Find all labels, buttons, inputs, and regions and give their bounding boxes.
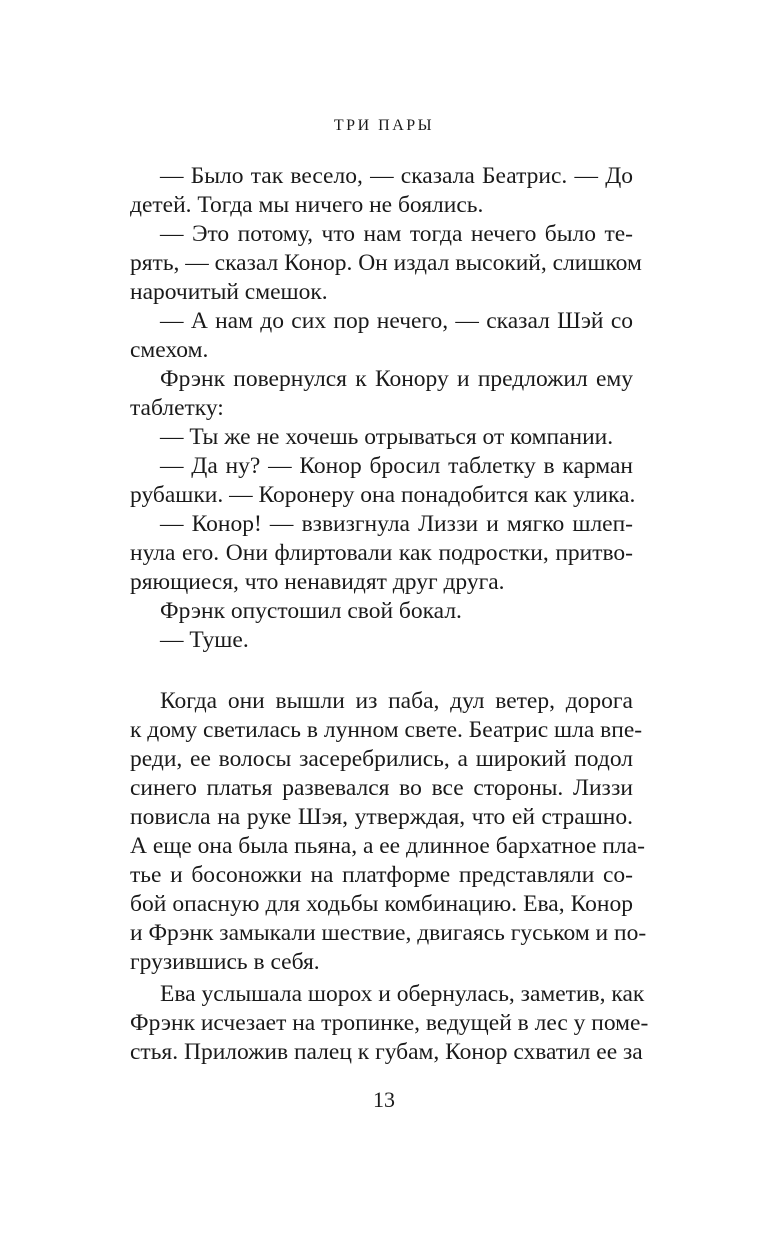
text-line: — Конор! — взвизгнула Лиззи и мягко шлеп- — [160, 511, 633, 537]
text-line: детей. Тогда мы ничего не боялись. — [130, 192, 484, 218]
text-line: синего платья развевался во все стороны. Лиззи — [130, 775, 633, 801]
text-line: Ева услышала шорох и обернулась, заметив, как — [160, 981, 645, 1007]
text-line: — А нам до сих пор нечего, — сказал Шэй со — [160, 308, 633, 334]
text-line: и Фрэнк замыкали шествие, двигаясь гуськом и по- — [130, 920, 647, 946]
text-line: стья. Приложив палец к губам, Конор схватил ее за — [130, 1039, 643, 1065]
text-line: смехом. — [130, 337, 209, 363]
text-line: ряющиеся, что ненавидят друг друга. — [130, 569, 505, 595]
text-line: рять, — сказал Конор. Он издал высокий, слишком — [130, 250, 642, 276]
text-line: грузившись в себя. — [130, 949, 320, 975]
text-line: к дому светилась в лунном свете. Беатрис шла впе- — [130, 717, 643, 743]
text-line: таблетку: — [130, 395, 224, 421]
text-line: Фрэнк исчезает на тропинке, ведущей в лес у поме- — [130, 1010, 649, 1036]
text-line: повисла на руке Шэя, утверждая, что ей страшно. — [130, 804, 633, 830]
running-title: ТРИ ПАРЫ — [333, 117, 435, 134]
text-line: Когда они вышли из паба, дул ветер, дорога — [160, 688, 633, 714]
text-line: нарочитый смешок. — [130, 279, 328, 305]
text-line: тье и босоножки на платформе представляли со- — [130, 862, 633, 888]
text-line: Фрэнк повернулся к Конору и предложил ему — [160, 366, 633, 392]
text-line: реди, ее волосы засеребрились, а широкий подол — [130, 746, 633, 772]
text-line: А еще она была пьяна, а ее длинное бархатное пла- — [130, 833, 645, 859]
text-line: — Было так весело, — сказала Беатрис. — До — [160, 163, 633, 189]
text-line: нула его. Они флиртовали как подростки, притво- — [130, 540, 633, 566]
text-line: — Ты же не хочешь отрываться от компании. — [160, 424, 614, 450]
text-line: Фрэнк опустошил свой бокал. — [160, 598, 462, 624]
text-line: — Это потому, что нам тогда нечего было те- — [160, 221, 633, 247]
page-number: 13 — [373, 1087, 395, 1112]
text-line: — Туше. — [160, 627, 249, 653]
text-line: рубашки. — Коронеру она понадобится как улика. — [130, 482, 636, 508]
text-line: бой опасную для ходьбы комбинацию. Ева, Конор — [130, 891, 633, 917]
text-line: — Да ну? — Конор бросил таблетку в карман — [160, 453, 633, 479]
